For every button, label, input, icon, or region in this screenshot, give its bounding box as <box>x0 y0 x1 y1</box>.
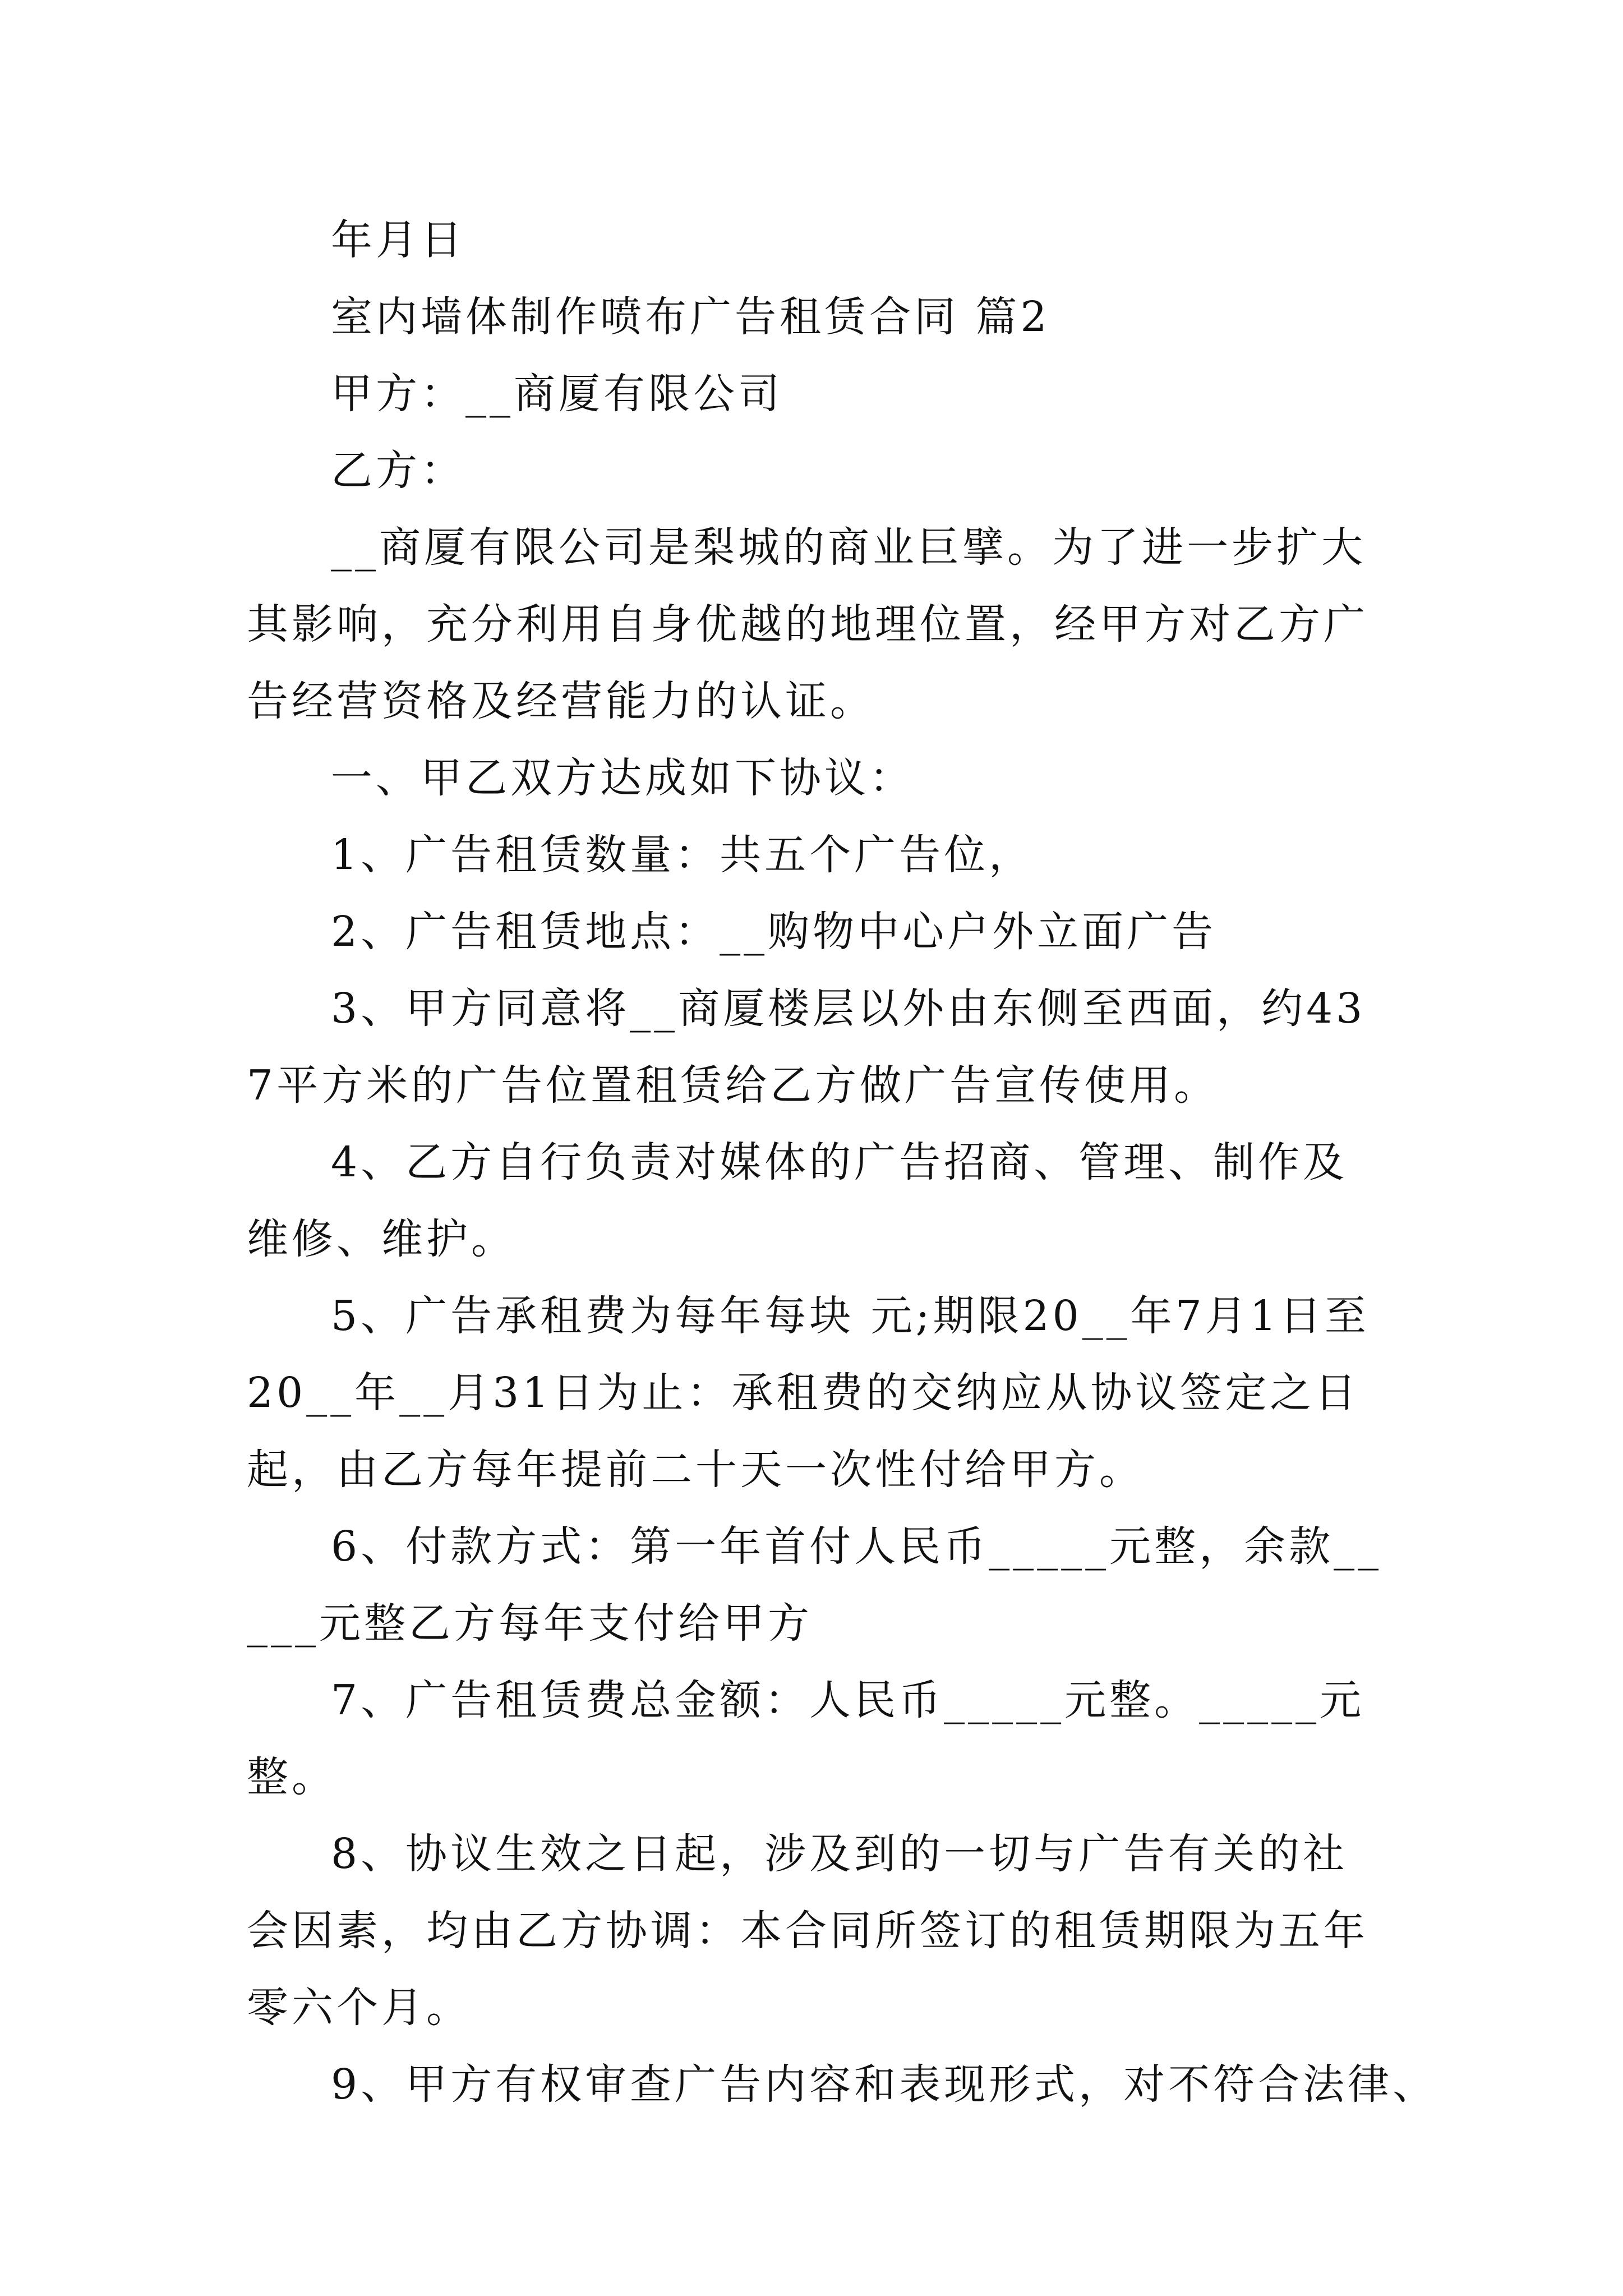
paragraph-party-a: 甲方：__商厦有限公司 <box>331 370 783 418</box>
paragraph-clause-7: 7、广告租赁费总金额：人民币_____元整。_____元整。 <box>247 1676 1365 1801</box>
paragraph-clause-9: 9、甲方有权审查广告内容和表现形式，对不符合法律、 <box>331 2060 1438 2109</box>
paragraph-date: 年月日 <box>331 216 465 264</box>
paragraph-clause-2: 2、广告租赁地点：__购物中心户外立面广告 <box>331 908 1217 956</box>
paragraph-clause-8: 8、协议生效之日起，涉及到的一切与广告有关的社会因素，均由乙方协调：本合同所签订的租赁期限为五年零六个月。 <box>247 1830 1368 2032</box>
paragraph-intro: __商厦有限公司是梨城的商业巨擘。为了进一步扩大其影响，充分利用自身优越的地理位置，经甲方对乙方广告经营资格及经营能力的认证。 <box>247 523 1368 725</box>
paragraph-clause-4: 4、乙方自行负责对媒体的广告招商、管理、制作及维修、维护。 <box>247 1138 1348 1263</box>
paragraph-clause-3: 3、甲方同意将__商厦楼层以外由东侧至西面，约437平方米的广告位置租赁给乙方做广告宣传使用。 <box>247 984 1366 1110</box>
paragraph-party-b: 乙方： <box>331 447 465 495</box>
paragraph-contract-title: 室内墙体制作喷布广告租赁合同 篇2 <box>331 293 1050 341</box>
paragraph-clause-5: 5、广告承租费为每年每块 元;期限20__年7月1日至20__年__月31日为止：承租费的交纳应从协议签定之日起，由乙方每年提前二十天一次性付给甲方。 <box>247 1292 1370 1494</box>
paragraph-clause-1: 1、广告租赁数量：共五个广告位， <box>331 831 1034 879</box>
paragraph-section-1-heading: 一、甲乙双方达成如下协议： <box>331 754 914 802</box>
paragraph-clause-6: 6、付款方式：第一年首付人民币_____元整，余款_____元整乙方每年支付给甲方 <box>247 1522 1382 1648</box>
document-page <box>247 202 1438 2123</box>
